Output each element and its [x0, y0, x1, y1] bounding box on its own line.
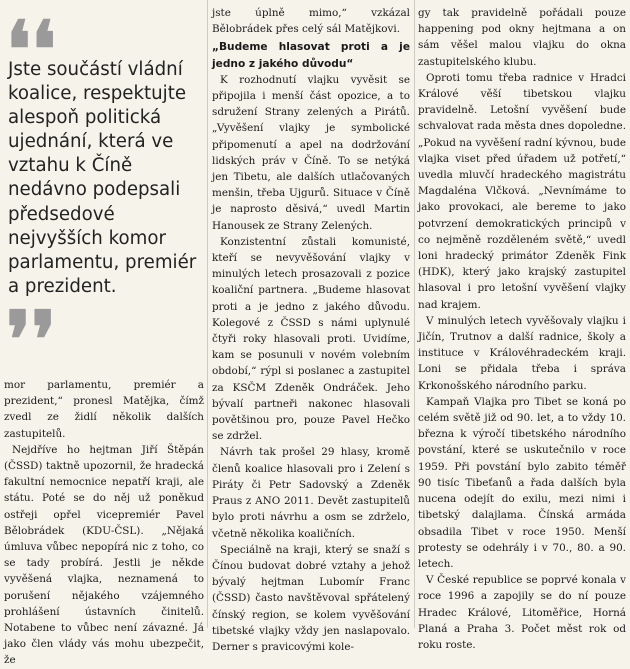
- pull-quote: [4, 0, 204, 386]
- paragraph: Návrh tak prošel 29 hlasy, kromě členů koalice hlasovali pro i Zelení s Piráty či Petr Sadovský a Zdeněk Praus z ANO 2011. Devět zastupitelů bylo proti návrhu a osm se zdrželo, včetně několika koaličních.: [212, 446, 410, 540]
- column-divider: [414, 0, 415, 628]
- subheading: „Budeme hlasovat proti a je jedno z jakého důvodu“: [212, 41, 410, 70]
- paragraph: Konzistentní zůstali komunisté, kteří se nevyvěšování vlajky v minulých letech prosazovali z pozice koaliční partnera. „Budeme hlasovat proti a je jedno z jakého důvodu. Kolegové z ČSSD s námi uplynulé čtyři roky hlasovali proti. Uvidíme, kam se posunuli v novém volebním období,“ rýpl si poslanec a zastupitel za KSČM Zdeněk Ondráček. Jeho bývalí partneři nakonec hlasovali povětšinou pro, pouze Pavel Hečko se zdržel.: [212, 235, 410, 443]
- open-quote-mark: ❛❛: [6, 5, 57, 96]
- paragraph: mor parlamentu, premiér a prezident,“ pronesl Matějka, čímž zvedl ze židlí několik dalších zastupitelů.: [4, 379, 204, 440]
- paragraph: V minulých letech vyvěšovaly vlajku i Jičín, Trutnov a další radnice, školy a instituce v Královéhradeckém kraji. Loni se přidala třeba i správa Krkonošského národního parku.: [418, 314, 626, 392]
- paragraph: Kampaň Vlajka pro Tibet se koná po celém světě již od 90. let, a to vždy 10. března k výročí tibetského národního povstání, které se uskutečnilo v roce 1959. Při povstání bylo zabito téměř 90 tisíc Tibeťanů a řada dalších byla nucena odejít do exilu, mezi nimi i tibetský dalajlama. Čínská armáda obsadila Tibet v roce 1950. Menší protesty se odehrály i v 70., 80. a 90. letech.: [418, 395, 626, 570]
- paragraph: gy tak pravidelně pořádali pouze happening pod okny hejtmana a on sám věšel malou vlajku do okna zastupitelského klubu.: [418, 7, 626, 68]
- paragraph: Speciálně na kraji, který se snaží s Čínou budovat dobré vztahy a jehož bývalý hejtman Lubomír Franc (ČSSD) často navštěvoval spřátelený čínský region, se kolem vyvěšování tibetské vlajky vždy jen naslapovalo. Derner s pravicovými kole-: [212, 543, 410, 653]
- column-2: [212, 0, 410, 655]
- paragraph: Oproti tomu třeba radnice v Hradci Králové věší tibetskou vlajku pravidelně. Letošní vyvěšení bude schvalovat rada města dnes dopoledne. „Pokud na vyvěšení radní kývnou, bude vlajka viset před úřadem už potřetí,“ uvedla mluvčí hradeckého magistrátu Magdaléna Vlčková. „Nevnímáme to jako provokaci, ale bereme to jako potvrzení demokratických principů v co nejměně rozděleném světě,“ uvedl loni hradecký primátor Zdeněk Fink (HDK), který jako krajský zastupitel hlasoval i pro letošní vyvěšení vlajky nad krajem.: [418, 71, 626, 311]
- paragraph: Nejdříve ho hejtman Jiří Štěpán (ČSSD) taktně upozornil, že hradecká fakultní nemocnice nepatří kraji, ale státu. Poté se do něj už poněkud ostřeji opřel vicepremiér Pavel Bělobrádek (KDU-ČSL). „Nějaká úmluva vůbec nepopírá nic z toho, co se tady probírá. Jestli je někde vyvěšená vlajka, neznamená to porušení nějakého vzájemného prohlášení ústavních činitelů. Notabene to vůbec není závazné. Já jako člen vlády vás mohu ubezpečit, že: [4, 443, 204, 667]
- close-quote-mark: ❜❜: [6, 295, 57, 386]
- paragraph: V České republice se poprvé konala v roce 1996 a zapojily se do ní pouze Hradec Králové, Litoměřice, Horná Planá a Praha 3. Počet měst rok od roku roste.: [418, 574, 626, 651]
- column-3: [418, 0, 626, 653]
- pull-quote-text: Jste součástí vládní koalice, respektujte alespoň politická ujednání, která ve vztahu k Číně nedávno podepsali předsedové nejvyšších komor parlamentu, premiér a prezident.: [8, 59, 197, 297]
- paragraph: K rozhodnutí vlajku vyvěsit se připojila i menší část opozice, a to sdružení Strany zelených a Pirátů. „Vyvěšení vlajky je symbolické připomenutí a apel na dodržování lidských práv v Číně. To se netýká jen Tibetu, ale dalších utlačovaných menšin, třeba Ujgurů. Situace v Číně je naprosto děsivá,“ uvedl Martin Hanousek ze Strany Zelených.: [212, 73, 410, 232]
- column-2-text: [212, 5, 410, 655]
- paragraph: jste úplně mimo,“ vzkázal Bělobrádek přes celý sál Matějkovi.: [212, 7, 410, 36]
- column-divider: [207, 0, 208, 628]
- column-1: [4, 0, 204, 669]
- column-1-text: [4, 377, 204, 669]
- column-3-text: [418, 5, 626, 653]
